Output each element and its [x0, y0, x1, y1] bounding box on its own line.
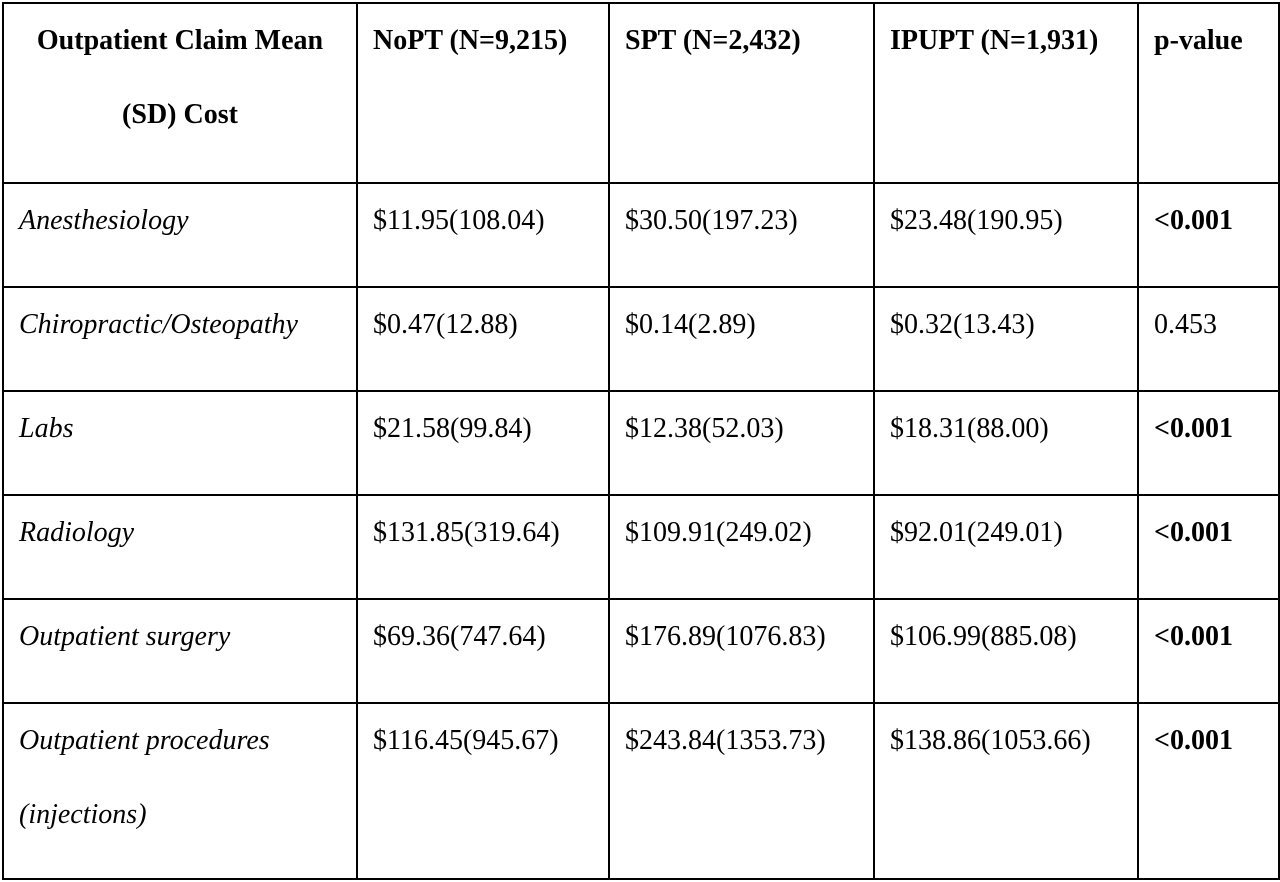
spt-cell: $0.14(2.89)	[609, 287, 874, 391]
ipupt-cell: $138.86(1053.66)	[874, 703, 1138, 879]
row-label: Radiology	[3, 495, 357, 599]
p-value-cell: <0.001	[1138, 599, 1279, 703]
header-spt: SPT (N=2,432)	[609, 3, 874, 183]
table-row	[3, 183, 1279, 287]
p-value-cell: <0.001	[1138, 495, 1279, 599]
spt-cell: $12.38(52.03)	[609, 391, 874, 495]
p-value-cell: <0.001	[1138, 183, 1279, 287]
spt-cell: $109.91(249.02)	[609, 495, 874, 599]
spt-cell: $30.50(197.23)	[609, 183, 874, 287]
nopt-cell: $21.58(99.84)	[357, 391, 609, 495]
nopt-cell: $0.47(12.88)	[357, 287, 609, 391]
ipupt-cell: $92.01(249.01)	[874, 495, 1138, 599]
table-row	[3, 495, 1279, 599]
table-header-row	[3, 3, 1279, 183]
p-value-cell: <0.001	[1138, 703, 1279, 879]
nopt-cell: $116.45(945.67)	[357, 703, 609, 879]
header-ipupt: IPUPT (N=1,931)	[874, 3, 1138, 183]
row-label: Outpatient surgery	[3, 599, 357, 703]
nopt-cell: $11.95(108.04)	[357, 183, 609, 287]
p-value-cell: <0.001	[1138, 391, 1279, 495]
p-value-cell: 0.453	[1138, 287, 1279, 391]
cost-table-container	[2, 2, 1280, 880]
outpatient-cost-table	[2, 2, 1280, 880]
ipupt-cell: $23.48(190.95)	[874, 183, 1138, 287]
table-row	[3, 703, 1279, 879]
ipupt-cell: $0.32(13.43)	[874, 287, 1138, 391]
row-label: Labs	[3, 391, 357, 495]
nopt-cell: $131.85(319.64)	[357, 495, 609, 599]
table-row	[3, 287, 1279, 391]
ipupt-cell: $18.31(88.00)	[874, 391, 1138, 495]
spt-cell: $176.89(1076.83)	[609, 599, 874, 703]
nopt-cell: $69.36(747.64)	[357, 599, 609, 703]
header-category: Outpatient Claim Mean (SD) Cost	[3, 3, 357, 183]
row-label: Outpatient procedures (injections)	[3, 703, 357, 879]
table-row	[3, 391, 1279, 495]
spt-cell: $243.84(1353.73)	[609, 703, 874, 879]
table-row	[3, 599, 1279, 703]
ipupt-cell: $106.99(885.08)	[874, 599, 1138, 703]
row-label: Chiropractic/Osteopathy	[3, 287, 357, 391]
row-label: Anesthesiology	[3, 183, 357, 287]
header-nopt: NoPT (N=9,215)	[357, 3, 609, 183]
header-p-value: p-value	[1138, 3, 1279, 183]
